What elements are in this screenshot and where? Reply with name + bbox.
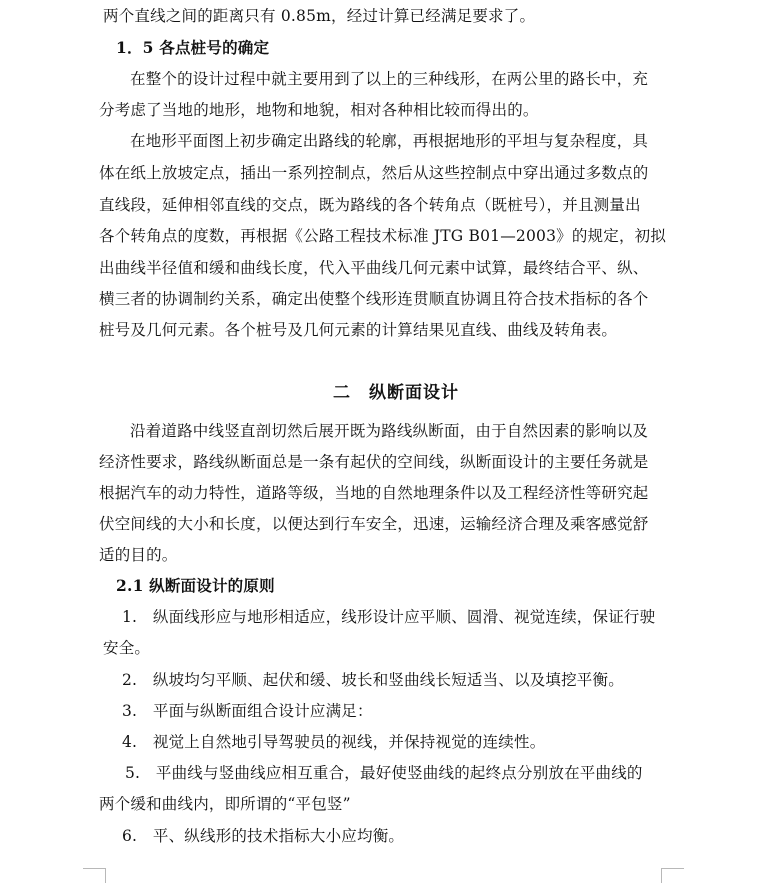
list-item: 6. 平、纵线形的技术指标大小应均衡。 — [122, 827, 405, 845]
paragraph-line: 横三者的协调制约关系，确定出使整个线形连贯顺直协调且符合技术指标的各个 — [99, 290, 649, 308]
list-item-continuation: 两个缓和曲线内，即所谓的“平包竖” — [99, 795, 351, 813]
paragraph-line: 两个直线之间的距离只有 0.85m，经过计算已经满足要求了。 — [103, 7, 536, 25]
paragraph-line: 根据汽车的动力特性，道路等级，当地的自然地理条件以及工程经济性等研究起 — [99, 484, 649, 502]
section-heading-2-1: 2.1 纵断面设计的原则 — [116, 576, 275, 595]
paragraph-line: 出曲线半径值和缓和曲线长度，代入平曲线几何元素中试算，最终结合平、纵、 — [99, 259, 649, 277]
list-item: 1. 纵面线形应与地形相适应，线形设计应平顺、圆滑、视觉连续，保证行驶 — [122, 608, 656, 626]
list-item: 2. 纵坡均匀平顺、起伏和缓、坡长和竖曲线长短适当、以及填挖平衡。 — [122, 671, 624, 689]
paragraph-line: 经济性要求，路线纵断面总是一条有起伏的空间线，纵断面设计的主要任务就是 — [99, 453, 649, 471]
paragraph-line: 桩号及几何元素。各个桩号及几何元素的计算结果见直线、曲线及转角表。 — [99, 321, 618, 339]
paragraph-line: 体在纸上放坡定点，插出一系列控制点，然后从这些控制点中穿出通过多数点的 — [99, 164, 649, 182]
list-item: 3. 平面与纵断面组合设计应满足： — [122, 702, 373, 720]
page-margin-marker-right — [661, 868, 684, 883]
list-item: 4. 视觉上自然地引导驾驶员的视线，并保持视觉的连续性。 — [122, 733, 546, 751]
paragraph-line: 在地形平面图上初步确定出路线的轮廓，再根据地形的平坦与复杂程度，具 — [130, 132, 649, 150]
section-heading-1-5: 1．5 各点桩号的确定 — [116, 38, 270, 57]
page-margin-marker-left — [83, 868, 106, 883]
chapter-heading: 二 纵断面设计 — [333, 383, 459, 403]
list-item: 5. 平曲线与竖曲线应相互重合，最好使竖曲线的起终点分别放在平曲线的 — [125, 764, 643, 782]
paragraph-line: 各个转角点的度数，再根据《公路工程技术标准 JTG B01—2003》的规定，初拟 — [99, 227, 667, 245]
paragraph-line: 伏空间线的大小和长度，以便达到行车安全，迅速，运输经济合理及乘客感觉舒 — [99, 515, 649, 533]
paragraph-line: 直线段，延伸相邻直线的交点，既为路线的各个转角点（既桩号），并且测量出 — [99, 196, 641, 214]
paragraph-line: 在整个的设计过程中就主要用到了以上的三种线形，在两公里的路长中，充 — [130, 70, 649, 88]
paragraph-line: 适的目的。 — [99, 546, 178, 564]
paragraph-line: 沿着道路中线竖直剖切然后展开既为路线纵断面，由于自然因素的影响以及 — [130, 422, 649, 440]
list-item-continuation: 安全。 — [103, 639, 151, 657]
paragraph-line: 分考虑了当地的地形，地物和地貌，相对各种相比较而得出的。 — [99, 101, 539, 119]
